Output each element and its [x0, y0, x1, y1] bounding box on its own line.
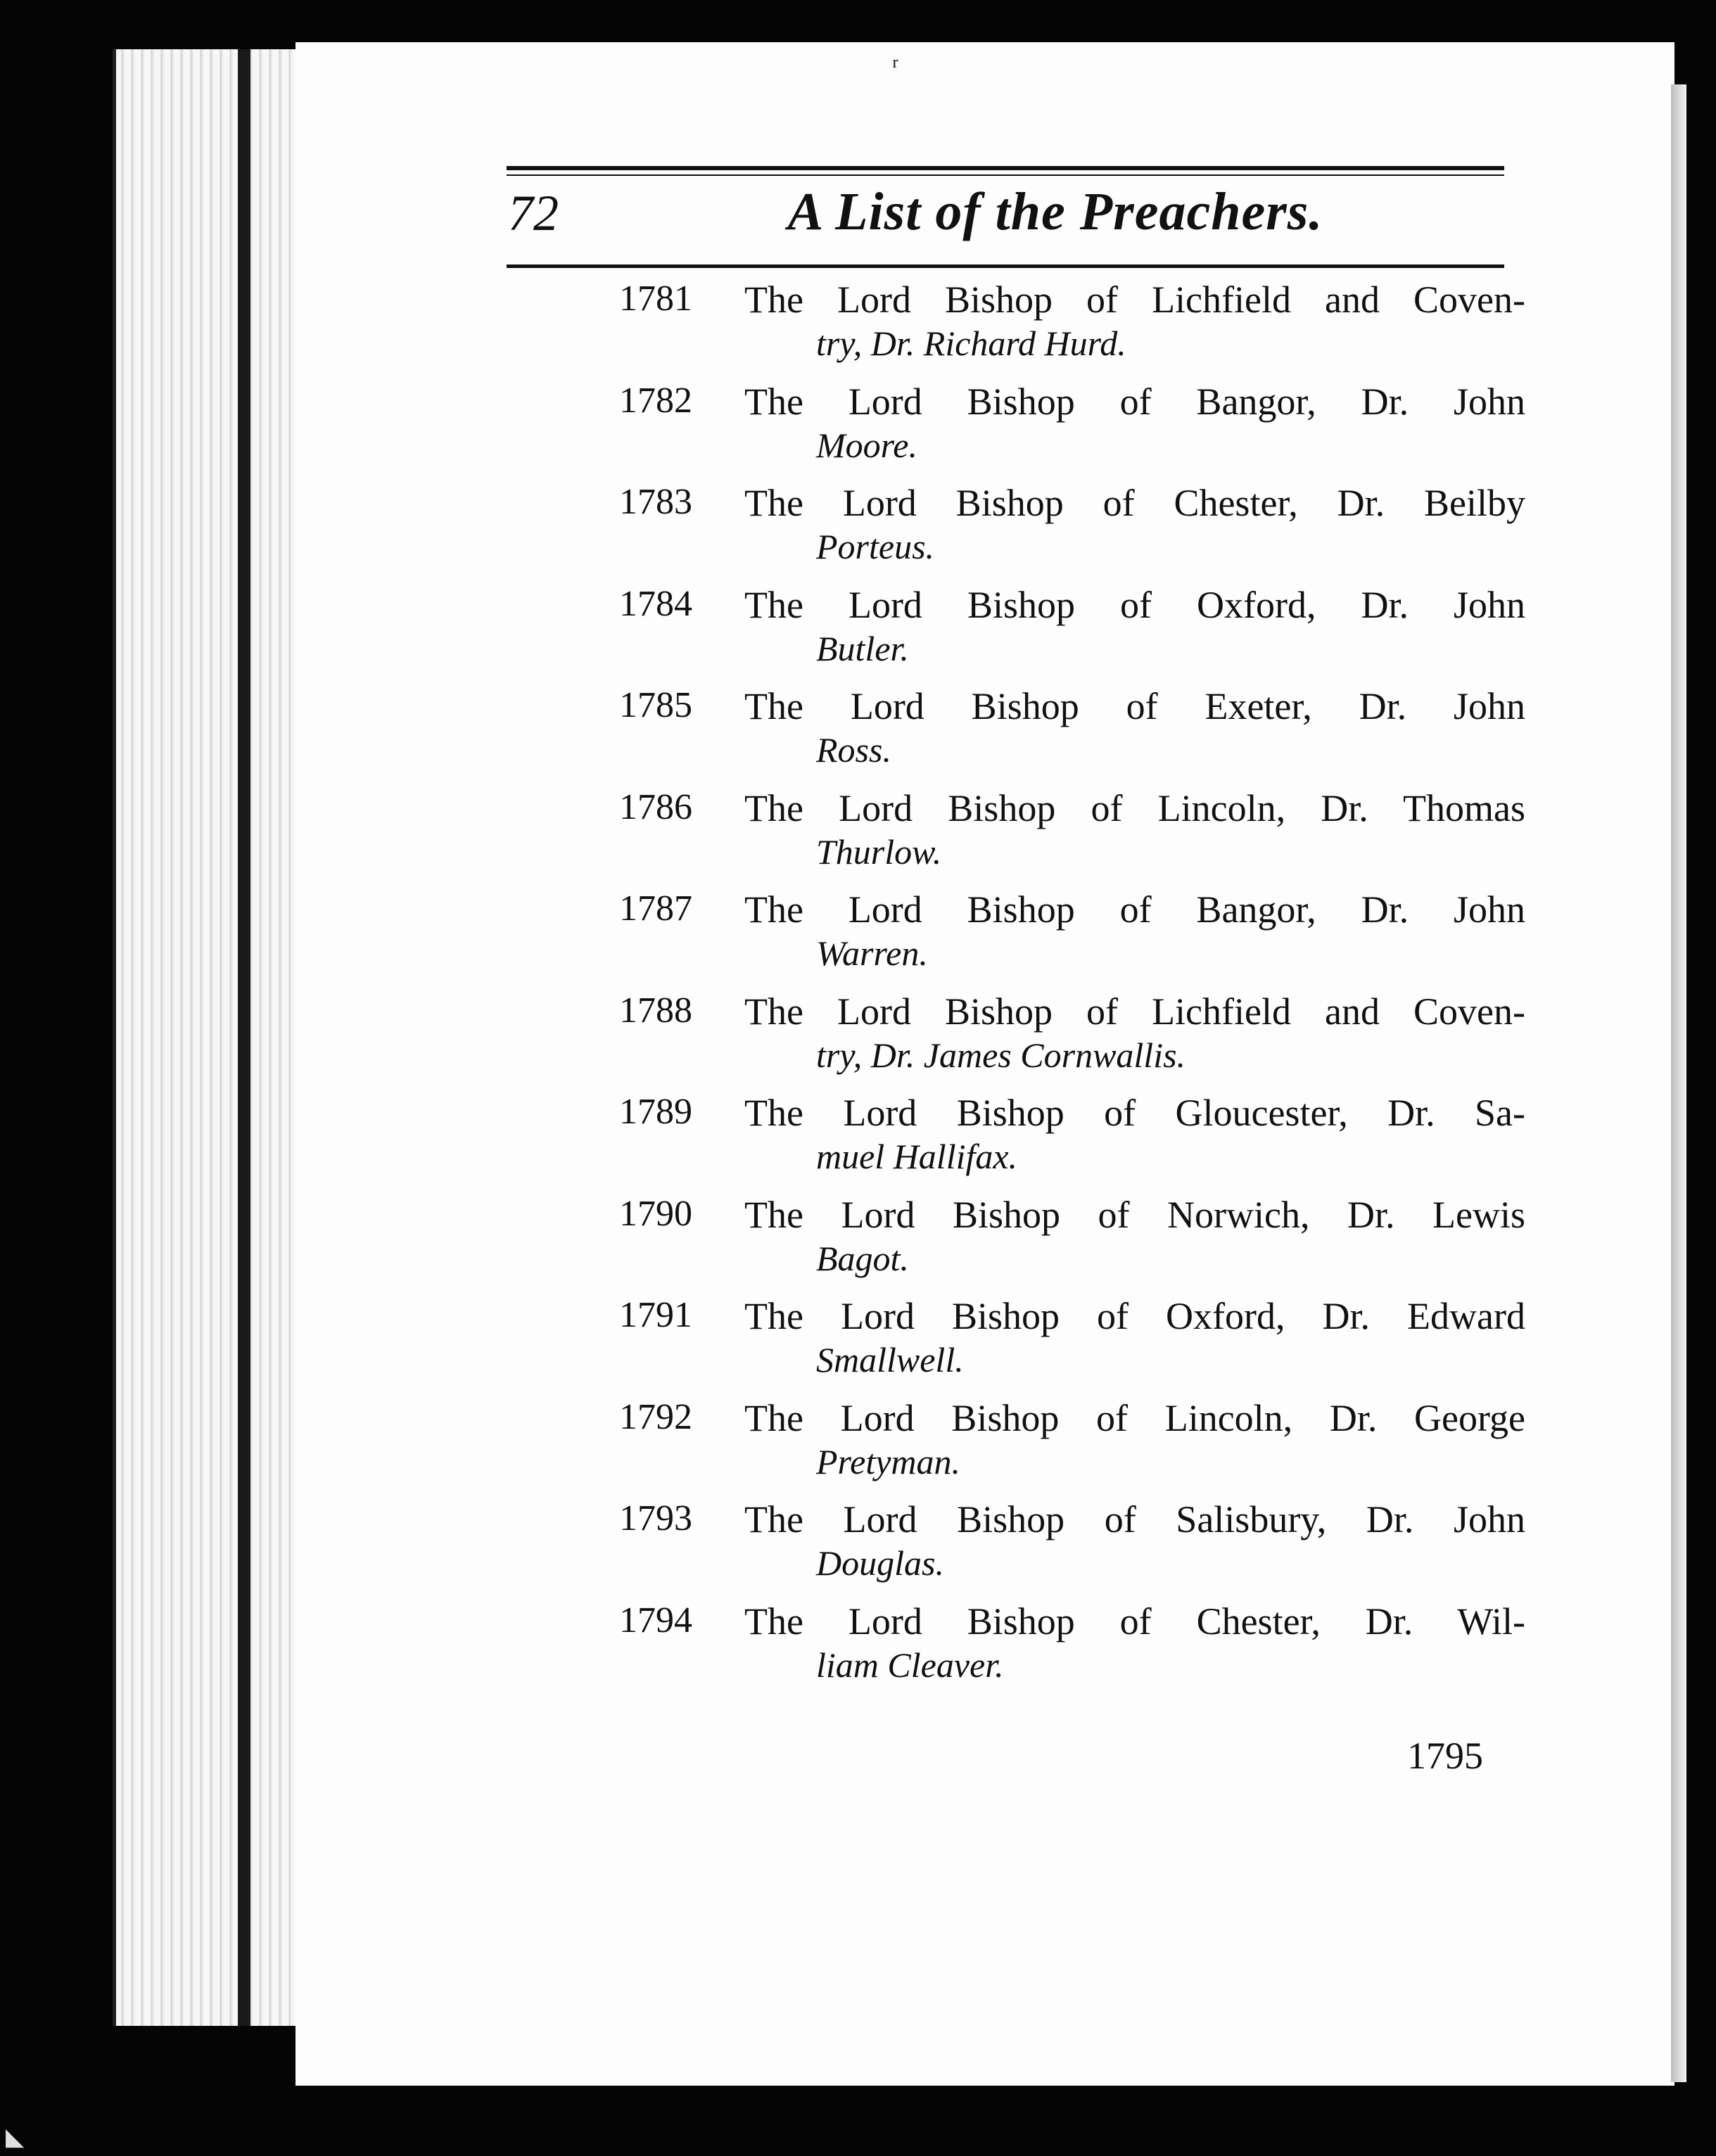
catchword: 1795	[1407, 1735, 1483, 1777]
entry-continuation: try, Dr. Richard Hurd.	[816, 324, 1126, 363]
entry-continuation: Smallwell.	[816, 1340, 964, 1379]
list-item	[619, 1396, 1527, 1498]
entry-text: The Lord Bishop of Lincoln, Dr. Thomas	[744, 786, 1525, 829]
list-item	[619, 481, 1527, 583]
entry-text: The Lord Bishop of Gloucester, Dr. Sa-	[744, 1092, 1525, 1134]
entry-text: The Lord Bishop of Lichfield and Coven-	[744, 990, 1525, 1033]
entry-text: The Lord Bishop of Oxford, Dr. Edward	[744, 1295, 1525, 1337]
entry-continuation: Ross.	[816, 730, 891, 770]
list-item	[619, 888, 1527, 990]
list-item	[619, 990, 1527, 1092]
entry-year: 1786	[619, 786, 692, 827]
ink-speck: ʳ	[892, 50, 898, 82]
running-title: A List of the Preachers.	[787, 182, 1323, 241]
entry-year: 1794	[619, 1600, 692, 1640]
entry-year: 1783	[619, 482, 692, 522]
entry-year: 1787	[619, 888, 692, 929]
preacher-list	[619, 278, 1527, 1701]
list-item	[619, 1091, 1527, 1193]
entry-year: 1790	[619, 1193, 692, 1234]
list-item	[619, 1193, 1527, 1295]
list-item	[619, 583, 1527, 685]
entry-text: The Lord Bishop of Exeter, Dr. John	[744, 685, 1525, 727]
list-item	[619, 684, 1527, 786]
list-item	[619, 278, 1527, 380]
list-item	[619, 1294, 1527, 1396]
list-item	[619, 1498, 1527, 1600]
entry-text: The Lord Bishop of Lichfield and Coven-	[744, 279, 1525, 321]
entry-text: The Lord Bishop of Lincoln, Dr. George	[744, 1396, 1525, 1439]
entry-text: The Lord Bishop of Salisbury, Dr. John	[744, 1498, 1525, 1541]
header-rule-bottom	[507, 264, 1504, 268]
entry-year: 1782	[619, 380, 692, 421]
entry-continuation: try, Dr. James Cornwallis.	[816, 1035, 1186, 1075]
entry-text: The Lord Bishop of Norwich, Dr. Lewis	[744, 1193, 1525, 1236]
entry-continuation: Douglas.	[816, 1543, 944, 1583]
entry-continuation: Porteus.	[816, 527, 935, 566]
entry-text: The Lord Bishop of Bangor, Dr. John	[744, 888, 1525, 931]
entry-text: The Lord Bishop of Bangor, Dr. John	[744, 380, 1525, 423]
entry-continuation: muel Hallifax.	[816, 1137, 1018, 1176]
entry-continuation: Pretyman.	[816, 1441, 961, 1481]
entry-continuation: Bagot.	[816, 1238, 909, 1278]
entry-continuation: Moore.	[816, 425, 917, 465]
list-item	[619, 786, 1527, 888]
header-rule-top	[507, 166, 1504, 170]
entry-continuation: liam Cleaver.	[816, 1645, 1004, 1685]
entry-continuation: Butler.	[816, 628, 909, 668]
page-edge-shadow	[1671, 84, 1686, 2082]
header-rule-top-thin	[507, 174, 1504, 176]
entry-year: 1791	[619, 1295, 692, 1335]
entry-text: The Lord Bishop of Oxford, Dr. John	[744, 583, 1525, 626]
entry-text: The Lord Bishop of Chester, Dr. Beilby	[744, 482, 1525, 524]
entry-year: 1793	[619, 1498, 692, 1538]
list-item	[619, 380, 1527, 482]
entry-year: 1789	[619, 1092, 692, 1132]
entry-year: 1788	[619, 990, 692, 1031]
list-item	[619, 1600, 1527, 1702]
scan-corner-mark: ◣	[6, 2124, 25, 2150]
page-number: 72	[508, 185, 559, 241]
entry-text: The Lord Bishop of Chester, Dr. Wil-	[744, 1600, 1525, 1642]
entry-year: 1785	[619, 685, 692, 725]
entry-year: 1781	[619, 279, 692, 319]
entry-continuation: Warren.	[816, 933, 928, 973]
entry-year: 1792	[619, 1396, 692, 1437]
binding-shadow	[238, 49, 250, 2026]
entry-continuation: Thurlow.	[816, 831, 942, 872]
entry-year: 1784	[619, 583, 692, 624]
